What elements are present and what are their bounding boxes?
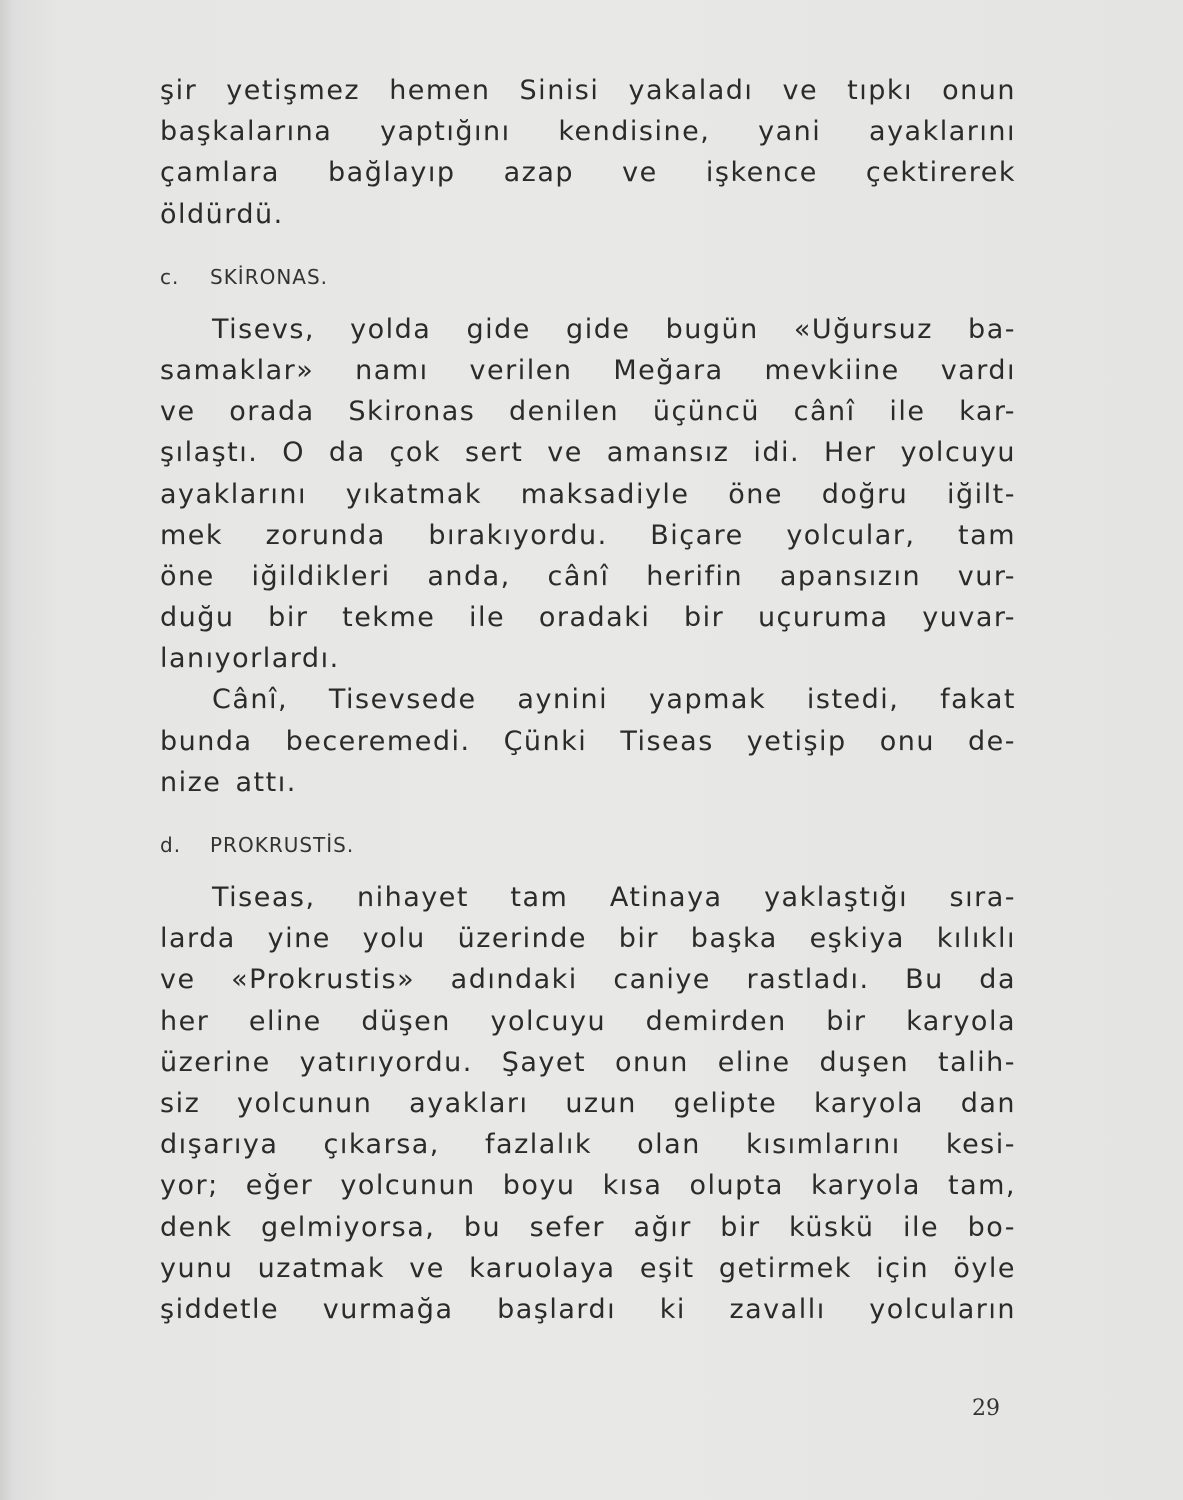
text-line: denk gelmiyorsa, bu sefer ağır bir küskü ile bo- [160, 1211, 1016, 1243]
text-line: çamlara bağlayıp azap ve işkence çektirerek [160, 157, 1016, 189]
text-line: şiddetle vurmağa başlardı ki zavallı yolcuların [160, 1293, 1016, 1325]
text-line: bunda beceremedi. Çünki Tiseas yetişip onu de- [160, 725, 1016, 757]
text-line: duğu bir tekme ile oradaki bir uçuruma yuvar- [160, 602, 1016, 634]
text-line: üzerine yatırıyordu. Şayet onun eline duşen talih- [160, 1046, 1016, 1078]
text-line: Cânî, Tisevsede aynini yapmak istedi, fakat [212, 684, 1016, 716]
section-heading-skironas [160, 257, 1016, 297]
page-text [160, 70, 1016, 1330]
section-heading-prokrustis [160, 825, 1016, 865]
text-line: Tisevs, yolda gide gide bugün «Uğursuz ba- [212, 313, 1016, 345]
text-line: ayaklarını yıkatmak maksadiyle öne doğru iğilt- [160, 478, 1016, 510]
text-line: yunu uzatmak ve karuolaya eşit getirmek için öyle [160, 1252, 1016, 1284]
text-line: başkalarına yaptığını kendisine, yani ayaklarını [160, 116, 1016, 148]
text-line: öne iğildikleri anda, cânî herifin apansızın vur- [160, 560, 1016, 592]
text-line: dışarıya çıkarsa, fazlalık olan kısımlarını kesi- [160, 1129, 1016, 1161]
section-title: SKİRONAS. [210, 264, 329, 289]
text-line: lanıyorlardı. [160, 643, 340, 675]
section-marker: d. [160, 833, 182, 857]
text-line: yor; eğer yolcunun boyu kısa olupta karyola tam, [160, 1170, 1016, 1202]
text-line: samaklar» namı verilen Meğara mevkiine vardı [160, 354, 1016, 386]
text-line: mek zorunda bırakıyordu. Biçare yolcular, tam [160, 519, 1016, 551]
text-line: ve orada Skironas denilen üçüncü cânî ile kar- [160, 396, 1016, 428]
text-line: her eline düşen yolcuyu demirden bir karyola [160, 1005, 1016, 1037]
page-number: 29 [972, 1396, 1000, 1421]
text-line: öldürdü. [160, 198, 284, 230]
text-line: siz yolcunun ayakları uzun gelipte karyola dan [160, 1087, 1016, 1119]
text-line: şir yetişmez hemen Sinisi yakaladı ve tıpkı onun [160, 75, 1016, 106]
text-line: larda yine yolu üzerinde bir başka eşkiya kılıklı [160, 923, 1016, 955]
section-marker: c. [160, 264, 180, 289]
text-line: şılaştı. O da çok sert ve amansız idi. Her yolcuyu [160, 437, 1016, 469]
section-title: PROKRUSTİS. [210, 833, 355, 857]
text-line: ve «Prokrustis» adındaki caniye rastladı. Bu da [160, 964, 1016, 996]
text-line: nize attı. [160, 766, 297, 798]
text-line: Tiseas, nihayet tam Atinaya yaklaştığı sıra- [212, 882, 1016, 913]
